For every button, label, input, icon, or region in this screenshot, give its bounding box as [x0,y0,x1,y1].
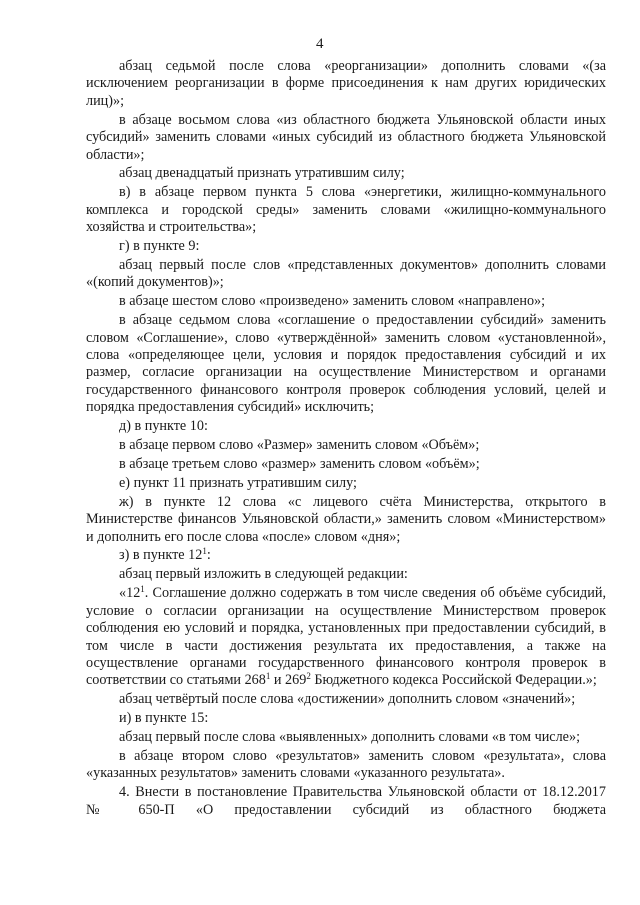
paragraph: абзац седьмой после слова «реорганизации» дополнить словами «(за исключением реорганизации в форме присоединения к нам других юридических лиц)»; [86,58,606,109]
document-body [86,58,606,819]
paragraph-text: Бюджетного кодекса Российской Федерации.»; [310,672,597,689]
superscript: 1 [202,546,207,557]
paragraph: ж) в пункте 12 слова «с лицевого счёта Министерства, открытого в Министерстве финансов Ульяновской области,» заменить словом «Министерством» и дополнить его после слова «после» словом «дня»; [86,493,606,545]
paragraph-text: и 269 [270,672,307,689]
paragraph-text: з) в пункте 12 [119,547,203,564]
paragraph: в абзаце первом слово «Размер» заменить словом «Объём»; [119,437,480,454]
paragraph-text: «12 [119,585,141,602]
paragraph: е) пункт 11 признать утратившим силу; [119,474,357,491]
paragraph: 4. Внести в постановление Правительства Ульяновской области от 18.12.2017 № 650-П «О предоставлении субсидий из областного бюджета [86,784,606,818]
paragraph: в абзаце седьмом слова «соглашение о предоставлении субсидий» заменить словом «Соглашение», слово «утверждённой» заменить словом «установленной», слова «определяющее цели, условия и порядок предоставления субсидий и их размер, согласие организации на осуществление Министерством и органами государственного финансового контроля проверок соблюдения условий, целей и порядка предоставления субсидий» исключить; [86,312,606,416]
paragraph: в) в абзаце первом пункта 5 слова «энергетики, жилищно-коммунального комплекса и городской среды» заменить словами «жилищно-коммунального хозяйства и строительства»; [86,184,606,236]
paragraph: абзац четвёртый после слова «достижении» дополнить словом «значений»; [119,691,576,708]
paragraph: в абзаце третьем слово «размер» заменить словом «объём»; [119,455,480,472]
paragraph: абзац первый изложить в следующей редакции: [119,566,408,583]
paragraph: в абзаце восьмом слова «из областного бюджета Ульяновской области иных субсидий» заменить словами «иных субсидий из областного бюджета Ульяновской области»; [86,111,606,163]
superscript: 1 [265,671,271,682]
paragraph [86,585,606,689]
superscript: 1 [140,584,145,595]
paragraph [86,547,606,564]
paragraph: абзац двенадцатый признать утратившим силу; [119,165,405,182]
page-number: 4 [316,36,324,52]
paragraph: д) в пункте 10: [119,418,208,435]
paragraph: г) в пункте 9: [119,238,200,255]
paragraph: абзац первый после слова «выявленных» дополнить словами «в том числе»; [119,729,581,746]
paragraph: абзац первый после слов «представленных документов» дополнить словами «(копий документов)»; [86,256,606,291]
paragraph-text: . Соглашение должно содержать в том числе сведения об объёме субсидий, условие о согласии организации на осуществление Министерством проверок соблюдения ею условий и порядка, установленных при предоставлении субсидий, в том числе в части достижения результата их предоставления, а также на осуществление органами государственного финансового контроля проверок в соответствии со статьями 268 [86,585,606,689]
paragraph-text: : [206,547,211,564]
paragraph: в абзаце шестом слово «произведено» заменить словом «направлено»; [119,293,546,310]
paragraph: и) в пункте 15: [119,710,209,727]
paragraph: в абзаце втором слово «результатов» заменить словом «результата», слова «указанных результатов» заменить словами «указанного результата». [86,747,606,782]
superscript: 2 [306,671,311,682]
